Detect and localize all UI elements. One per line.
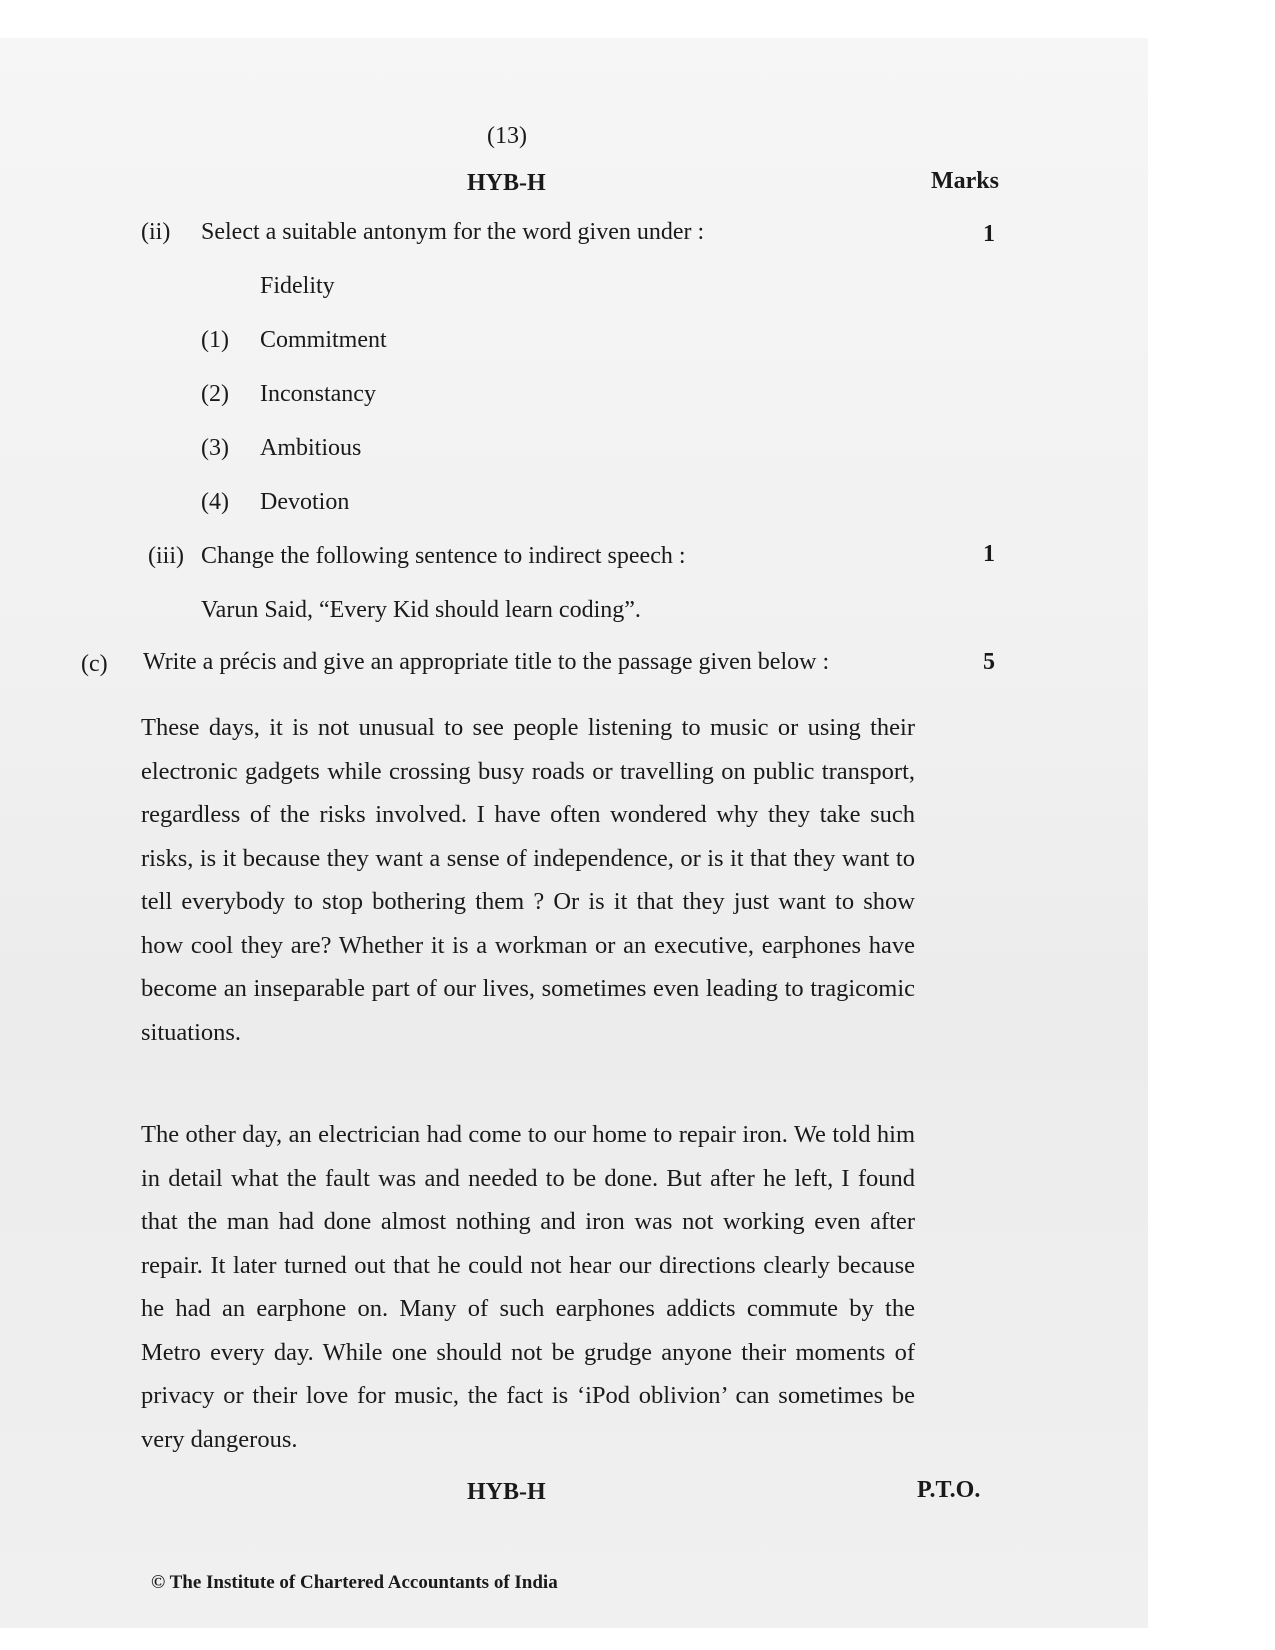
option-3-number: (3)	[201, 435, 229, 461]
question-ii-word: Fidelity	[260, 273, 335, 299]
question-iii-sentence: Varun Said, “Every Kid should learn coding”.	[201, 597, 641, 623]
paper-code-header: HYB-H	[467, 170, 546, 196]
question-ii-number: (ii)	[141, 219, 171, 245]
question-c-number: (c)	[81, 651, 108, 677]
marks-heading: Marks	[931, 168, 999, 194]
option-3-text: Ambitious	[260, 435, 362, 461]
scan-margin-top	[0, 0, 1275, 38]
question-iii-marks: 1	[983, 541, 995, 567]
question-ii-marks: 1	[983, 221, 995, 247]
passage-paragraph-1: These days, it is not unusual to see people listening to music or using their electronic gadgets while crossing busy roads or travelling on public transport, regardless of the risks involved. I have often wondered why they take such risks, is it because they want a sense of independence, or is it that they want to tell everybody to stop bothering them ? Or is it that they just want to show how cool they are? Whether it is a workman or an executive, earphones have become an inseparable part of our lives, sometimes even leading to tragicomic situations.	[141, 714, 915, 1046]
question-iii-prompt: Change the following sentence to indirect speech :	[201, 543, 686, 569]
option-4-text: Devotion	[260, 489, 350, 515]
question-iii-number: (iii)	[148, 543, 184, 569]
question-c-prompt: Write a précis and give an appropriate title to the passage given below :	[143, 649, 830, 675]
pto-marker: P.T.O.	[917, 1477, 981, 1503]
option-1-number: (1)	[201, 327, 229, 353]
option-1-text: Commitment	[260, 327, 387, 353]
page-number: (13)	[487, 123, 527, 149]
copyright-line: © The Institute of Chartered Accountants of India	[151, 1572, 558, 1593]
option-2-number: (2)	[201, 381, 229, 407]
scan-margin-right	[1148, 0, 1275, 1650]
question-c-marks: 5	[983, 649, 995, 675]
scan-margin-bottom	[0, 1628, 1275, 1650]
question-ii-prompt: Select a suitable antonym for the word given under :	[201, 219, 705, 245]
paper-code-footer: HYB-H	[467, 1479, 546, 1505]
passage-paragraph-2: The other day, an electrician had come to our home to repair iron. We told him in detail what the fault was and needed to be done. But after he left, I found that the man had done almost nothing and iron was not working even after repair. It later turned out that he could not hear our directions clearly because he had an earphone on. Many of such earphones addicts commute by the Metro every day. While one should not be grudge anyone their moments of privacy or their love for music, the fact is ‘iPod oblivion’ can sometimes be very dangerous.	[141, 1121, 915, 1453]
option-4-number: (4)	[201, 489, 229, 515]
option-2-text: Inconstancy	[260, 381, 376, 407]
